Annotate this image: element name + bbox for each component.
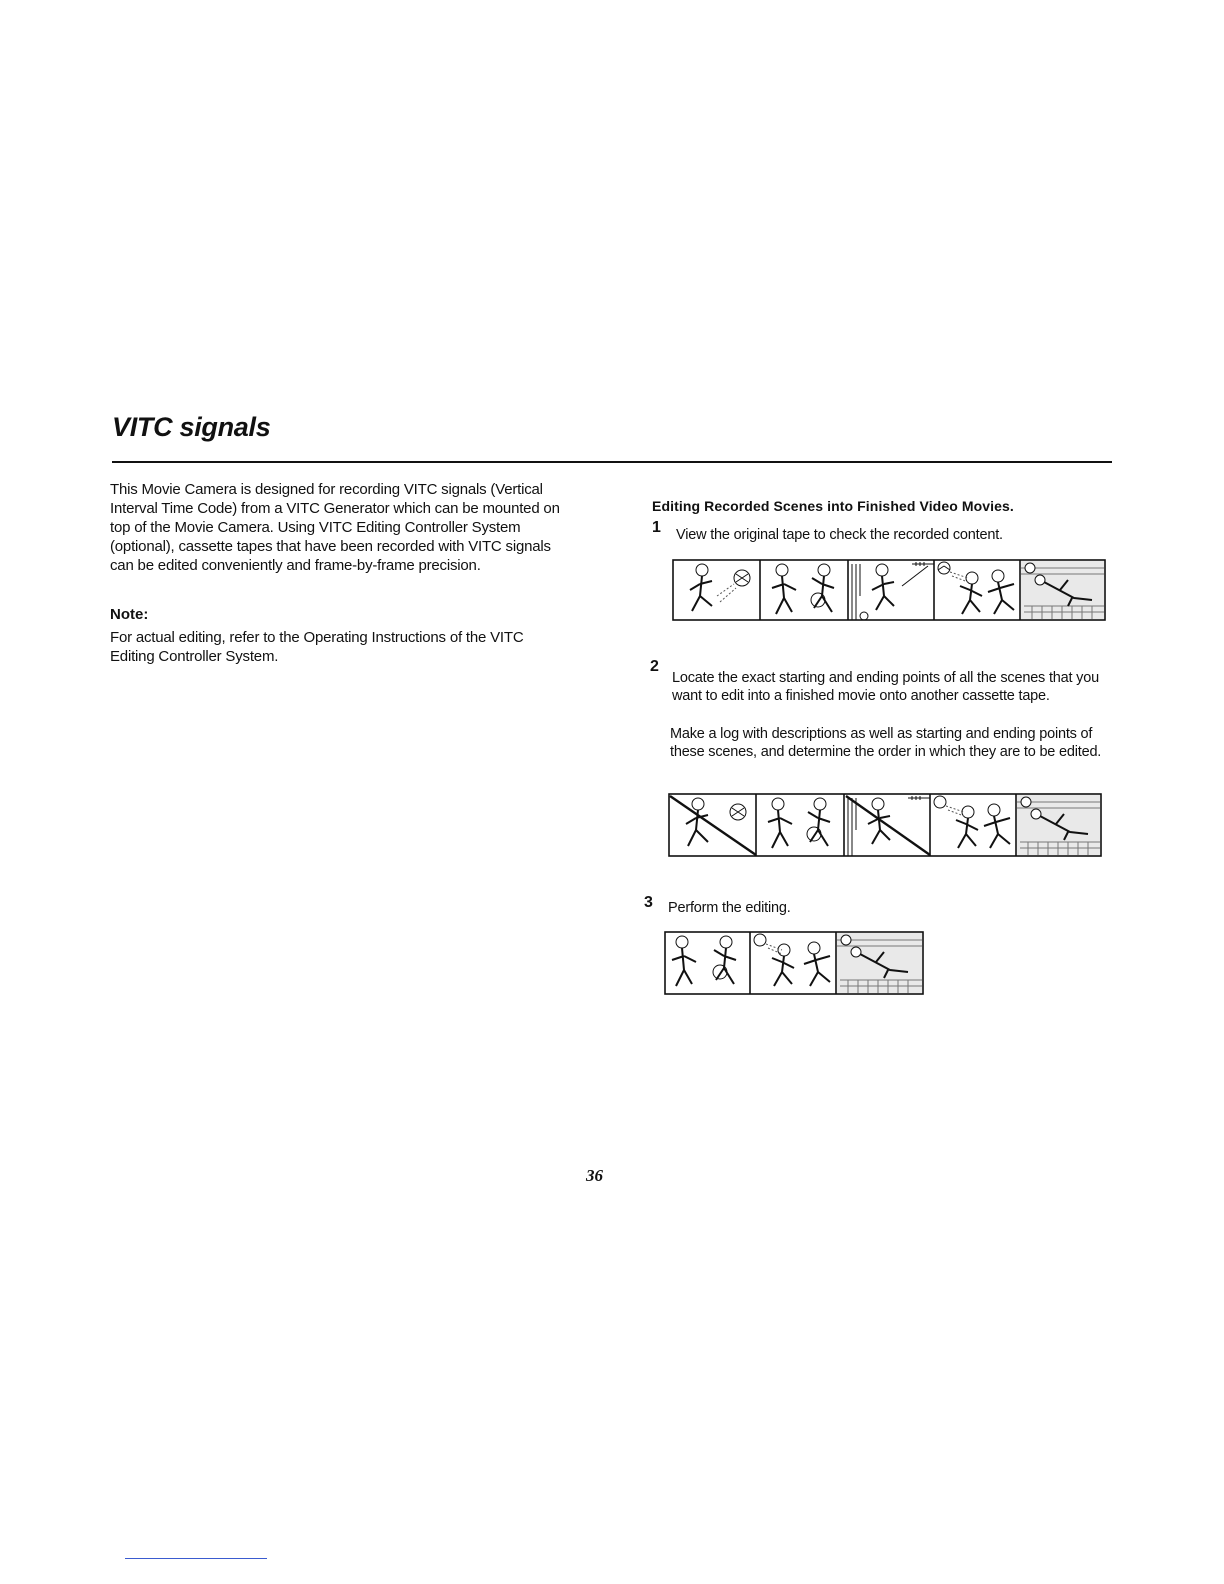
frame-5-goalkeeper-dive bbox=[1017, 795, 1100, 855]
step-2-log-text: Make a log with descriptions as well as starting and ending points of these scenes, and determine the order in which they are to be edited. bbox=[670, 726, 1102, 760]
note-text: For actual editing, refer to the Operating Instructions of the VITC Editing Controller System. bbox=[110, 629, 524, 665]
editing-heading: Editing Recorded Scenes into Finished Video Movies. bbox=[652, 498, 1014, 514]
film-strip-original-tape bbox=[672, 556, 1108, 626]
frame-5-goalkeeper-dive bbox=[1021, 561, 1104, 619]
note-heading: Note: bbox=[110, 606, 149, 623]
step-3-text: Perform the editing. bbox=[668, 900, 791, 916]
step-1-number: 1 bbox=[652, 519, 661, 536]
step-2-number: 2 bbox=[650, 658, 659, 675]
step-1-text: View the original tape to check the recorded content. bbox=[676, 527, 1003, 543]
frame-3-goalkeeper-dive bbox=[837, 933, 922, 993]
page-title: VITC signals bbox=[112, 412, 271, 442]
title-rule bbox=[112, 461, 1112, 463]
intro-paragraph: This Movie Camera is designed for recording VITC signals (Vertical Interval Time Code) from a VITC Generator which can be mounted on top of the Movie Camera. Using VITC Editing Controller System (optional), cassette tapes that have been recorded with VITC signals can be edited conveniently and frame-by-frame precision. bbox=[110, 481, 560, 574]
page-number: 36 bbox=[586, 1166, 603, 1185]
film-strip-edited-movie bbox=[664, 928, 926, 1000]
step-3-number: 3 bbox=[644, 894, 653, 911]
step-2-text: Locate the exact starting and ending points of all the scenes that you want to edit into a finished movie onto another cassette tape. bbox=[672, 670, 1099, 704]
footnote-rule bbox=[125, 1558, 267, 1559]
film-strip-marked-scenes bbox=[668, 790, 1104, 862]
